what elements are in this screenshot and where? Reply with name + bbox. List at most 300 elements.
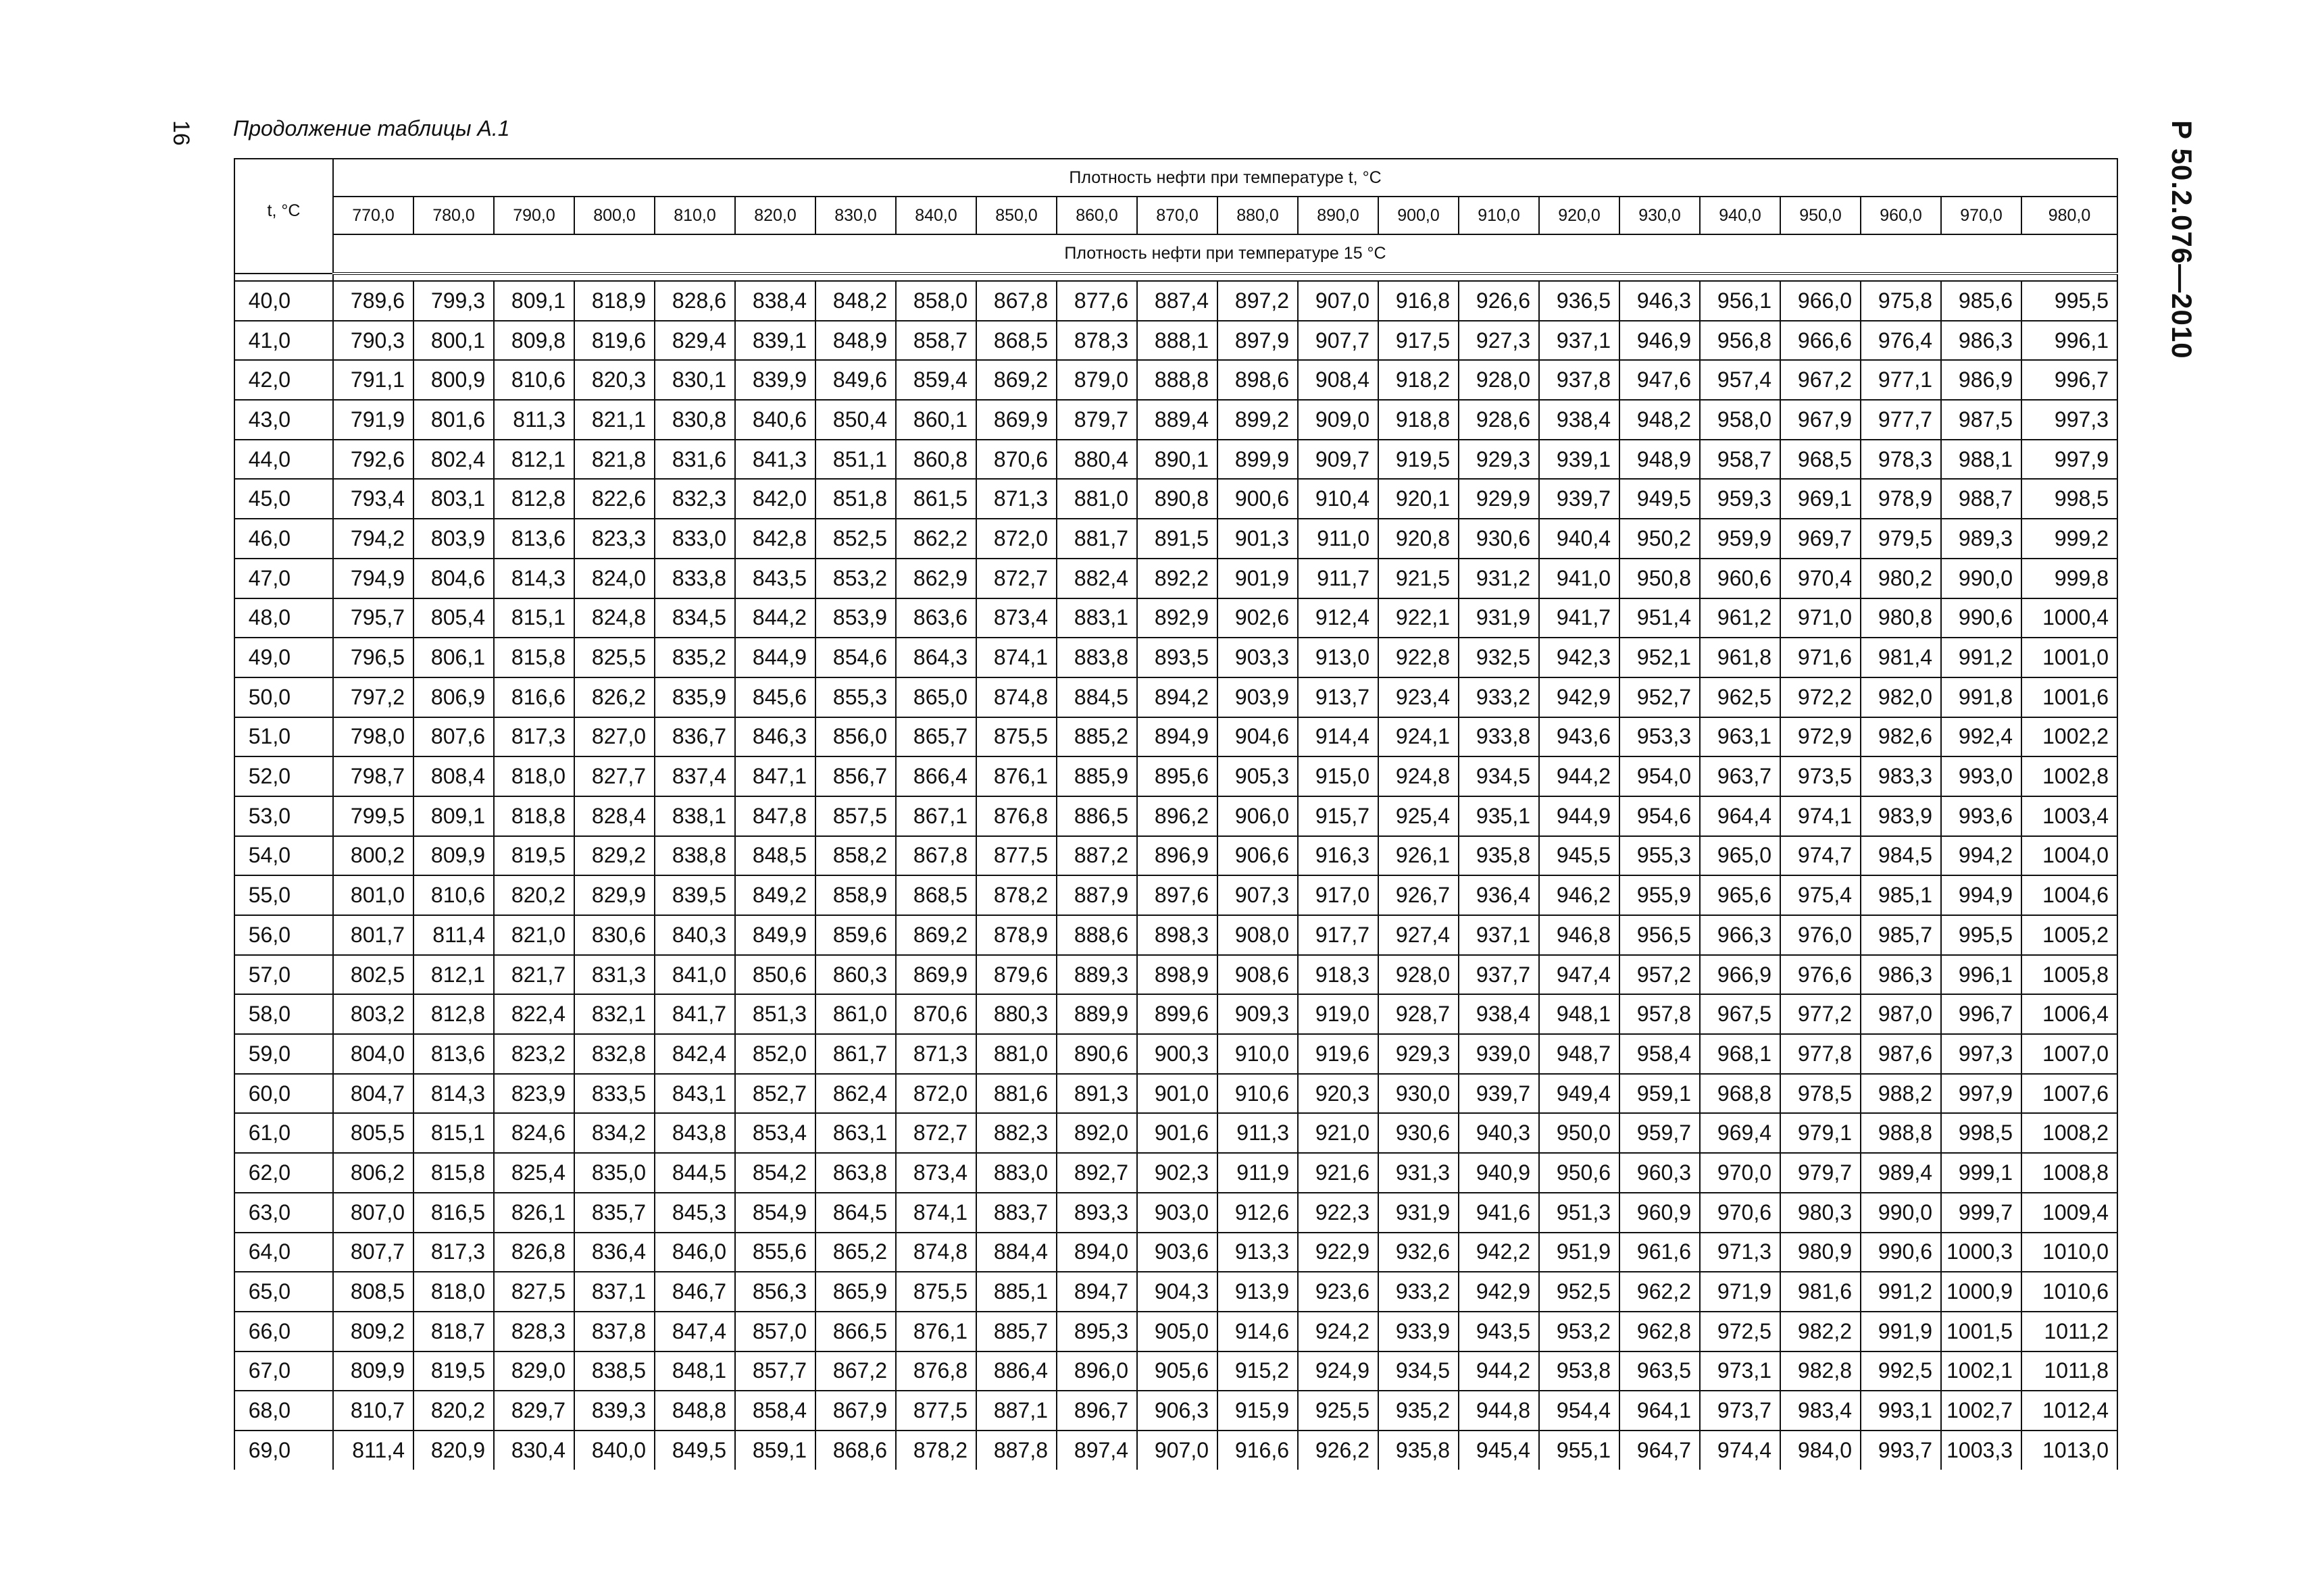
density-cell: 859,6: [815, 915, 896, 955]
density-cell: 791,9: [333, 400, 413, 440]
density-cell: 939,7: [1539, 479, 1619, 519]
density-cell: 848,9: [815, 321, 896, 361]
density-cell: 908,0: [1217, 915, 1298, 955]
table-body: [234, 281, 2117, 1470]
density-cell: 952,7: [1619, 677, 1700, 717]
density-cell: 914,4: [1298, 717, 1378, 757]
density-cell: 876,8: [896, 1352, 976, 1391]
temperature-cell: 58,0: [234, 994, 333, 1034]
density-cell: 923,6: [1298, 1272, 1378, 1312]
density-cell: 892,9: [1137, 598, 1217, 638]
density-cell: 941,6: [1459, 1193, 1539, 1233]
density-cell: 903,0: [1137, 1193, 1217, 1233]
density-cell: 864,5: [815, 1193, 896, 1233]
density-cell: 907,7: [1298, 321, 1378, 361]
temperature-cell: 59,0: [234, 1034, 333, 1074]
density-cell: 944,8: [1459, 1391, 1539, 1431]
density-cell: 848,1: [655, 1352, 735, 1391]
density-cell: 842,0: [735, 479, 815, 519]
density-cell: 831,3: [574, 955, 655, 995]
density-cell: 797,2: [333, 677, 413, 717]
density-cell: 903,9: [1217, 677, 1298, 717]
table-row: [234, 321, 2117, 361]
density-cell: 801,0: [333, 875, 413, 915]
density-cell: 810,6: [413, 875, 494, 915]
group-header-top: Плотность нефти при температуре t, °C: [333, 159, 2117, 197]
density-cell: 849,9: [735, 915, 815, 955]
density-cell: 813,6: [494, 519, 574, 559]
density-cell: 975,4: [1780, 875, 1861, 915]
density-cell: 854,9: [735, 1193, 815, 1233]
density-cell: 982,8: [1780, 1352, 1861, 1391]
density-cell: 978,3: [1861, 440, 1941, 480]
density-cell: 952,1: [1619, 638, 1700, 677]
density-cell: 978,5: [1780, 1074, 1861, 1114]
density-cell: 891,3: [1057, 1074, 1137, 1114]
density-cell: 969,4: [1700, 1113, 1780, 1153]
density-cell: 936,4: [1459, 875, 1539, 915]
density-cell: 899,9: [1217, 440, 1298, 480]
density-cell: 928,6: [1459, 400, 1539, 440]
density-cell: 830,8: [655, 400, 735, 440]
density-cell: 838,8: [655, 836, 735, 876]
density-cell: 869,2: [976, 360, 1057, 400]
density-cell: 807,0: [333, 1193, 413, 1233]
density-cell: 883,1: [1057, 598, 1137, 638]
density-cell: 885,1: [976, 1272, 1057, 1312]
density-cell: 936,5: [1539, 281, 1619, 321]
density-cell: 922,1: [1378, 598, 1459, 638]
density-cell: 980,3: [1780, 1193, 1861, 1233]
table-row: [234, 1312, 2117, 1352]
density-cell: 800,2: [333, 836, 413, 876]
density-cell: 1002,7: [1941, 1391, 2021, 1431]
density-cell: 1011,2: [2021, 1312, 2117, 1352]
density-cell: 967,2: [1780, 360, 1861, 400]
density-cell: 830,1: [655, 360, 735, 400]
density-cell: 994,9: [1941, 875, 2021, 915]
density-cell: 957,8: [1619, 994, 1700, 1034]
density-cell: 916,6: [1217, 1431, 1298, 1470]
density-cell: 853,2: [815, 559, 896, 598]
density-cell: 990,0: [1941, 559, 2021, 598]
density-cell: 845,6: [735, 677, 815, 717]
density-cell: 837,1: [574, 1272, 655, 1312]
density-cell: 802,5: [333, 955, 413, 995]
density-cell: 891,5: [1137, 519, 1217, 559]
density-cell: 814,3: [413, 1074, 494, 1114]
temperature-cell: 68,0: [234, 1391, 333, 1431]
density-cell: 884,5: [1057, 677, 1137, 717]
density-cell: 798,0: [333, 717, 413, 757]
column-header: 780,0: [413, 197, 494, 234]
density-cell: 888,6: [1057, 915, 1137, 955]
table-row: [234, 638, 2117, 677]
density-cell: 998,5: [2021, 479, 2117, 519]
column-header: 830,0: [815, 197, 896, 234]
density-cell: 991,2: [1861, 1272, 1941, 1312]
table-row: [234, 559, 2117, 598]
density-cell: 908,6: [1217, 955, 1298, 995]
density-cell: 997,3: [2021, 400, 2117, 440]
density-cell: 880,4: [1057, 440, 1137, 480]
standard-id: Р 50.2.076—2010: [2166, 120, 2198, 359]
density-cell: 935,1: [1459, 796, 1539, 836]
density-cell: 804,0: [333, 1034, 413, 1074]
density-cell: 983,3: [1861, 756, 1941, 796]
density-cell: 1001,0: [2021, 638, 2117, 677]
density-cell: 943,6: [1539, 717, 1619, 757]
density-cell: 924,1: [1378, 717, 1459, 757]
density-cell: 884,4: [976, 1233, 1057, 1272]
density-cell: 896,7: [1057, 1391, 1137, 1431]
density-cell: 843,8: [655, 1113, 735, 1153]
density-cell: 892,7: [1057, 1153, 1137, 1193]
density-cell: 972,2: [1780, 677, 1861, 717]
density-cell: 901,9: [1217, 559, 1298, 598]
density-cell: 960,9: [1619, 1193, 1700, 1233]
density-cell: 929,9: [1459, 479, 1539, 519]
density-cell: 906,0: [1217, 796, 1298, 836]
density-cell: 883,7: [976, 1193, 1057, 1233]
density-cell: 946,8: [1539, 915, 1619, 955]
density-cell: 809,9: [333, 1352, 413, 1391]
density-cell: 944,2: [1539, 756, 1619, 796]
density-cell: 1002,2: [2021, 717, 2117, 757]
density-cell: 818,0: [413, 1272, 494, 1312]
column-header: 840,0: [896, 197, 976, 234]
density-cell: 995,5: [1941, 915, 2021, 955]
density-cell: 993,7: [1861, 1431, 1941, 1470]
density-cell: 999,8: [2021, 559, 2117, 598]
density-cell: 905,3: [1217, 756, 1298, 796]
density-cell: 944,9: [1539, 796, 1619, 836]
density-cell: 821,0: [494, 915, 574, 955]
density-cell: 959,7: [1619, 1113, 1700, 1153]
density-cell: 880,3: [976, 994, 1057, 1034]
density-cell: 822,4: [494, 994, 574, 1034]
density-cell: 887,1: [976, 1391, 1057, 1431]
density-cell: 998,5: [1941, 1113, 2021, 1153]
density-cell: 996,7: [1941, 994, 2021, 1034]
density-cell: 829,9: [574, 875, 655, 915]
density-cell: 819,6: [574, 321, 655, 361]
density-cell: 920,3: [1298, 1074, 1378, 1114]
density-cell: 857,7: [735, 1352, 815, 1391]
column-header: 960,0: [1861, 197, 1941, 234]
density-cell: 992,4: [1941, 717, 2021, 757]
density-cell: 952,5: [1539, 1272, 1619, 1312]
density-cell: 907,0: [1298, 281, 1378, 321]
density-cell: 819,5: [413, 1352, 494, 1391]
density-cell: 828,6: [655, 281, 735, 321]
density-cell: 852,0: [735, 1034, 815, 1074]
density-cell: 951,9: [1539, 1233, 1619, 1272]
density-cell: 942,3: [1539, 638, 1619, 677]
density-cell: 993,0: [1941, 756, 2021, 796]
table-row: [234, 1113, 2117, 1153]
density-cell: 1004,6: [2021, 875, 2117, 915]
density-cell: 840,3: [655, 915, 735, 955]
density-cell: 837,8: [574, 1312, 655, 1352]
table-row: [234, 677, 2117, 717]
column-header: 910,0: [1459, 197, 1539, 234]
density-cell: 856,0: [815, 717, 896, 757]
density-cell: 921,5: [1378, 559, 1459, 598]
density-cell: 889,3: [1057, 955, 1137, 995]
density-cell: 828,3: [494, 1312, 574, 1352]
density-cell: 919,6: [1298, 1034, 1378, 1074]
density-cell: 977,7: [1861, 400, 1941, 440]
density-cell: 831,6: [655, 440, 735, 480]
temperature-cell: 55,0: [234, 875, 333, 915]
density-cell: 958,0: [1700, 400, 1780, 440]
density-cell: 862,4: [815, 1074, 896, 1114]
density-cell: 947,6: [1619, 360, 1700, 400]
temperature-cell: 50,0: [234, 677, 333, 717]
density-cell: 847,1: [735, 756, 815, 796]
density-cell: 960,3: [1619, 1153, 1700, 1193]
density-cell: 893,5: [1137, 638, 1217, 677]
density-cell: 862,2: [896, 519, 976, 559]
density-cell: 982,6: [1861, 717, 1941, 757]
density-cell: 867,8: [896, 836, 976, 876]
density-cell: 900,6: [1217, 479, 1298, 519]
density-cell: 916,3: [1298, 836, 1378, 876]
density-cell: 885,7: [976, 1312, 1057, 1352]
density-cell: 857,5: [815, 796, 896, 836]
table-row: [234, 1193, 2117, 1233]
density-cell: 1001,5: [1941, 1312, 2021, 1352]
density-cell: 991,9: [1861, 1312, 1941, 1352]
density-cell: 821,7: [494, 955, 574, 995]
density-cell: 812,8: [494, 479, 574, 519]
density-cell: 830,4: [494, 1431, 574, 1470]
density-cell: 860,3: [815, 955, 896, 995]
density-cell: 807,7: [333, 1233, 413, 1272]
density-cell: 863,8: [815, 1153, 896, 1193]
density-cell: 863,1: [815, 1113, 896, 1153]
density-cell: 821,1: [574, 400, 655, 440]
temperature-cell: 49,0: [234, 638, 333, 677]
density-cell: 962,8: [1619, 1312, 1700, 1352]
density-cell: 913,7: [1298, 677, 1378, 717]
density-cell: 918,2: [1378, 360, 1459, 400]
density-cell: 801,7: [333, 915, 413, 955]
density-cell: 841,0: [655, 955, 735, 995]
density-cell: 876,8: [976, 796, 1057, 836]
density-cell: 924,2: [1298, 1312, 1378, 1352]
temperature-column-header: t, °C: [234, 159, 333, 274]
density-cell: 915,2: [1217, 1352, 1298, 1391]
density-cell: 954,0: [1619, 756, 1700, 796]
density-cell: 867,8: [976, 281, 1057, 321]
density-cell: 817,3: [413, 1233, 494, 1272]
density-cell: 840,6: [735, 400, 815, 440]
density-cell: 951,4: [1619, 598, 1700, 638]
density-cell: 877,5: [976, 836, 1057, 876]
density-cell: 943,5: [1459, 1312, 1539, 1352]
density-cell: 875,5: [976, 717, 1057, 757]
column-header: 890,0: [1298, 197, 1378, 234]
density-cell: 985,6: [1941, 281, 2021, 321]
temperature-cell: 48,0: [234, 598, 333, 638]
density-cell: 905,0: [1137, 1312, 1217, 1352]
density-cell: 918,8: [1378, 400, 1459, 440]
column-header: 930,0: [1619, 197, 1700, 234]
density-cell: 968,8: [1700, 1074, 1780, 1114]
density-cell: 894,2: [1137, 677, 1217, 717]
density-cell: 849,2: [735, 875, 815, 915]
density-cell: 809,2: [333, 1312, 413, 1352]
density-cell: 973,7: [1700, 1391, 1780, 1431]
density-cell: 929,3: [1378, 1034, 1459, 1074]
density-cell: 860,8: [896, 440, 976, 480]
table-row: [234, 796, 2117, 836]
table-row: [234, 519, 2117, 559]
density-cell: 964,4: [1700, 796, 1780, 836]
density-cell: 990,6: [1941, 598, 2021, 638]
density-cell: 968,5: [1780, 440, 1861, 480]
density-cell: 903,6: [1137, 1233, 1217, 1272]
density-cell: 963,1: [1700, 717, 1780, 757]
density-cell: 918,3: [1298, 955, 1378, 995]
density-cell: 878,9: [976, 915, 1057, 955]
density-cell: 848,8: [655, 1391, 735, 1431]
density-cell: 873,4: [976, 598, 1057, 638]
density-cell: 832,8: [574, 1034, 655, 1074]
density-cell: 807,6: [413, 717, 494, 757]
density-cell: 1000,4: [2021, 598, 2117, 638]
density-cell: 845,3: [655, 1193, 735, 1233]
density-cell: 828,4: [574, 796, 655, 836]
density-cell: 889,9: [1057, 994, 1137, 1034]
density-cell: 823,2: [494, 1034, 574, 1074]
density-cell: 895,3: [1057, 1312, 1137, 1352]
density-cell: 868,5: [896, 875, 976, 915]
column-header: 820,0: [735, 197, 815, 234]
density-cell: 919,0: [1298, 994, 1378, 1034]
table-row: [234, 1391, 2117, 1431]
density-cell: 878,2: [976, 875, 1057, 915]
density-cell: 938,4: [1459, 994, 1539, 1034]
density-cell: 889,4: [1137, 400, 1217, 440]
density-cell: 1008,2: [2021, 1113, 2117, 1153]
density-cell: 826,1: [494, 1193, 574, 1233]
density-cell: 966,6: [1780, 321, 1861, 361]
density-cell: 933,8: [1459, 717, 1539, 757]
density-cell: 961,2: [1700, 598, 1780, 638]
density-cell: 872,7: [896, 1113, 976, 1153]
density-cell: 804,6: [413, 559, 494, 598]
density-cell: 912,4: [1298, 598, 1378, 638]
density-cell: 937,7: [1459, 955, 1539, 995]
density-cell: 878,2: [896, 1431, 976, 1470]
density-cell: 838,5: [574, 1352, 655, 1391]
density-cell: 1010,0: [2021, 1233, 2117, 1272]
density-cell: 964,7: [1619, 1431, 1700, 1470]
density-cell: 988,1: [1941, 440, 2021, 480]
density-cell: 974,1: [1780, 796, 1861, 836]
density-cell: 904,6: [1217, 717, 1298, 757]
density-cell: 945,4: [1459, 1431, 1539, 1470]
density-table: [234, 158, 2118, 1470]
density-cell: 890,1: [1137, 440, 1217, 480]
density-cell: 968,1: [1700, 1034, 1780, 1074]
density-cell: 909,3: [1217, 994, 1298, 1034]
density-cell: 899,6: [1137, 994, 1217, 1034]
density-cell: 887,4: [1137, 281, 1217, 321]
density-cell: 1007,6: [2021, 1074, 2117, 1114]
temperature-cell: 42,0: [234, 360, 333, 400]
density-cell: 848,2: [815, 281, 896, 321]
density-cell: 926,7: [1378, 875, 1459, 915]
density-cell: 879,0: [1057, 360, 1137, 400]
density-cell: 950,0: [1539, 1113, 1619, 1153]
density-cell: 994,2: [1941, 836, 2021, 876]
temperature-cell: 47,0: [234, 559, 333, 598]
temperature-cell: 66,0: [234, 1312, 333, 1352]
density-cell: 924,8: [1378, 756, 1459, 796]
density-cell: 843,1: [655, 1074, 735, 1114]
density-cell: 945,5: [1539, 836, 1619, 876]
density-cell: 983,9: [1861, 796, 1941, 836]
table-row: [234, 1272, 2117, 1312]
density-cell: 888,1: [1137, 321, 1217, 361]
density-cell: 898,9: [1137, 955, 1217, 995]
column-header: 850,0: [976, 197, 1057, 234]
page-number: 16: [168, 120, 194, 146]
temperature-cell: 53,0: [234, 796, 333, 836]
density-cell: 898,6: [1217, 360, 1298, 400]
density-cell: 957,2: [1619, 955, 1700, 995]
density-cell: 818,8: [494, 796, 574, 836]
density-cell: 917,0: [1298, 875, 1378, 915]
density-cell: 956,1: [1700, 281, 1780, 321]
table-row: [234, 1352, 2117, 1391]
density-cell: 815,8: [413, 1153, 494, 1193]
density-cell: 881,6: [976, 1074, 1057, 1114]
density-cell: 898,3: [1137, 915, 1217, 955]
density-cell: 862,9: [896, 559, 976, 598]
density-cell: 812,1: [413, 955, 494, 995]
density-cell: 957,4: [1700, 360, 1780, 400]
density-cell: 877,5: [896, 1391, 976, 1431]
density-cell: 934,5: [1459, 756, 1539, 796]
density-cell: 969,7: [1780, 519, 1861, 559]
density-cell: 917,7: [1298, 915, 1378, 955]
density-cell: 908,4: [1298, 360, 1378, 400]
density-cell: 976,6: [1780, 955, 1861, 995]
table-row: [234, 440, 2117, 480]
density-cell: 1013,0: [2021, 1431, 2117, 1470]
density-cell: 873,4: [896, 1153, 976, 1193]
density-cell: 996,1: [1941, 955, 2021, 995]
density-cell: 902,3: [1137, 1153, 1217, 1193]
density-cell: 948,9: [1619, 440, 1700, 480]
density-cell: 892,0: [1057, 1113, 1137, 1153]
temperature-cell: 45,0: [234, 479, 333, 519]
table-row: [234, 360, 2117, 400]
density-cell: 808,4: [413, 756, 494, 796]
density-cell: 990,6: [1861, 1233, 1941, 1272]
density-cell: 919,5: [1378, 440, 1459, 480]
density-cell: 866,4: [896, 756, 976, 796]
density-cell: 836,4: [574, 1233, 655, 1272]
density-cell: 988,7: [1941, 479, 2021, 519]
density-cell: 858,9: [815, 875, 896, 915]
density-cell: 841,7: [655, 994, 735, 1034]
